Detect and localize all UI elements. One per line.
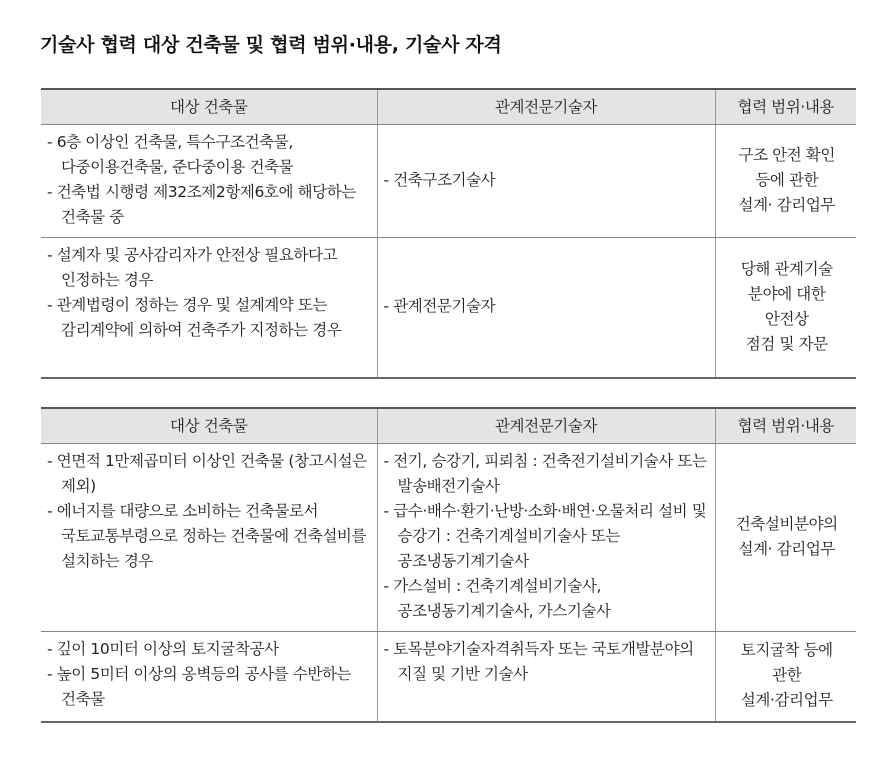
cell-engineers: [377, 444, 715, 632]
header-scope: 협력 범위·내용: [715, 408, 856, 444]
list-item: - 전기, 승강기, 피뢰침 : 건축전기설비기술사 또는 발송배전기술사: [383, 452, 707, 495]
list-item: - 연면적 1만제곱미터 이상인 건축물 (창고시설은 제외): [47, 452, 367, 495]
cell-engineer: [377, 125, 715, 238]
list-item: - 토목분야기술자격취득자 또는 국토개발분야의 지질 및 기반 기술사: [383, 640, 694, 683]
list-item: - 관계전문기술자: [383, 297, 496, 316]
table-row: [41, 125, 856, 238]
table-header-row: [41, 408, 856, 444]
list-item: - 에너지를 대량으로 소비하는 건축물로서 국토교통부령으로 정하는 건축물에 건축설비를 설치하는 경우: [47, 502, 367, 570]
list-item: - 깊이 10미터 이상의 토지굴착공사: [47, 640, 279, 658]
scope-line: 분야에 대한: [748, 284, 826, 303]
header-target-building: 대상 건축물: [41, 89, 377, 125]
header-engineer: 관계전문기술자: [377, 408, 715, 444]
cell-engineers: [377, 632, 715, 722]
cell-scope: [715, 238, 856, 378]
list-item: - 건축구조기술사: [383, 171, 496, 189]
list-item: - 6층 이상인 건축물, 특수구조건축물, 다중이용건축물, 준다중이용 건축물: [47, 133, 294, 176]
scope-line: 점검 및 자문: [745, 334, 828, 353]
scope-line: 설계· 감리업무: [738, 540, 835, 558]
cooperation-table-1: [41, 88, 856, 379]
scope-line: 구조 안전 확인: [738, 146, 835, 164]
cell-engineer: [377, 238, 715, 378]
table-header-row: [41, 89, 856, 125]
cell-buildings: [41, 632, 377, 722]
list-item: - 관계법령이 정하는 경우 및 설계계약 또는 감리계약에 의하여 건축주가 지정하는 경우: [47, 296, 342, 339]
header-scope: 협력 범위·내용: [715, 89, 856, 125]
scope-line: 토지굴착 등에: [740, 641, 833, 660]
header-target-building: 대상 건축물: [41, 408, 377, 444]
cell-buildings: [41, 125, 377, 238]
cell-scope: [715, 125, 856, 238]
scope-line: 설계·감리업무: [740, 691, 833, 710]
page-title: 기술사 협력 대상 건축물 및 협력 범위·내용, 기술사 자격: [40, 34, 502, 56]
scope-line: 설계· 감리업무: [738, 196, 835, 214]
scope-line: 관한: [772, 666, 802, 685]
cell-scope: [715, 632, 856, 722]
scope-line: 건축설비분야의: [735, 515, 838, 533]
list-item: - 설계자 및 공사감리자가 안전상 필요하다고 인정하는 경우: [47, 246, 338, 289]
scope-line: 당해 관계기술: [740, 259, 833, 278]
header-engineer: 관계전문기술자: [377, 89, 715, 125]
table-row: [41, 238, 856, 378]
list-item: - 건축법 시행령 제32조제2항제6호에 해당하는 건축물 중: [47, 183, 356, 226]
cell-buildings: [41, 238, 377, 378]
cooperation-table-2: [41, 407, 856, 723]
list-item: - 가스설비 : 건축기계설비기술사, 공조냉동기계기술사, 가스기술사: [383, 577, 611, 620]
cell-buildings: [41, 444, 377, 632]
list-item: - 급수·배수·환기·난방·소화·배연·오물처리 설비 및 승강기 : 건축기계설비기술사 또는 공조냉동기계기술사: [383, 502, 707, 570]
list-item: - 높이 5미터 이상의 옹벽등의 공사를 수반하는 건축물: [47, 665, 352, 708]
scope-line: 안전상: [764, 309, 809, 328]
table-row: [41, 444, 856, 632]
cell-scope: [715, 444, 856, 632]
scope-line: 등에 관한: [755, 171, 819, 189]
table-row: [41, 632, 856, 722]
